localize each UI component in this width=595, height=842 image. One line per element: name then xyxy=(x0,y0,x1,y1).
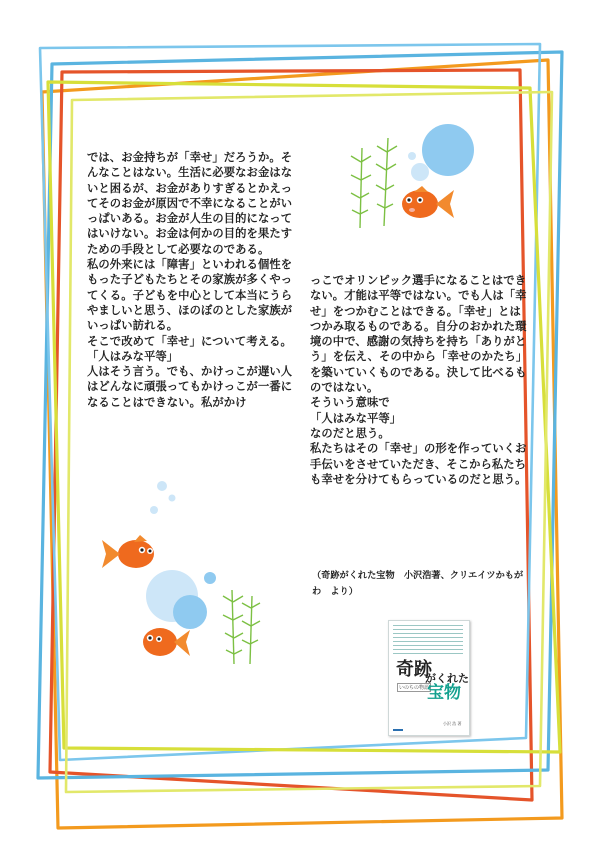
goldfish-icon xyxy=(402,186,454,218)
paragraph: なのだと思う。 xyxy=(310,426,390,440)
top-right-decoration xyxy=(340,118,480,233)
book-title: 奇跡 xyxy=(396,659,432,680)
bubble-tiny xyxy=(204,572,216,584)
bubble-tiny xyxy=(169,495,176,502)
paragraph: 私たちはその「幸せ」の形を作っていくお手伝いをさせていただき、そこから私たちも幸せを分けてもらっているのだと思う。 xyxy=(310,442,527,486)
bubble-small xyxy=(411,163,429,181)
paragraph: 「人はみな平等」 xyxy=(87,349,179,363)
paragraph: 人はそう言う。でも、かけっこが遅い人はどんなに頑張ってもかけっこが一番になることはできない。私がかけ xyxy=(87,365,293,409)
book-cover xyxy=(388,620,470,736)
bubble-large xyxy=(422,124,474,176)
goldfish-icon xyxy=(143,628,190,656)
book-cover-text-lines xyxy=(393,625,463,657)
paragraph: 「人はみな平等」 xyxy=(310,411,402,425)
bubble-tiny xyxy=(408,152,416,160)
goldfish-icon xyxy=(102,535,154,568)
citation: （奇跡がくれた宝物 小沢浩著、クリエイツかもがわ より） xyxy=(312,570,524,597)
publisher-mark xyxy=(393,729,403,731)
bubble-medium xyxy=(173,595,207,629)
water-plant-icon xyxy=(223,590,260,664)
paragraph: そういう意味で xyxy=(310,396,390,410)
bottom-left-decoration xyxy=(100,478,280,668)
bubble-tiny xyxy=(157,481,167,491)
paragraph: では、お金持ちが「幸せ」だろうか。そんなことはない。生活に必要なお金はないと困るが、お金がありすぎるとかえってそのお金が原因で不幸になることがいっぱいある。お金が人生の目的になってはいけない。お金は何かの目的を果たすための手段として必要なのである。 xyxy=(87,151,293,256)
water-plant-icon xyxy=(351,138,397,228)
paragraph: っこでオリンピック選手になることはできない。才能は平等ではない。でも人は「幸せ」をつかむことはできる。「幸せ」とはつかみ取るものである。自分のおかれた環境の中で、感謝の気持ちを持ち「ありがとう」を伝え、その中から「幸せのかたち」を築いていくものである。決して比べるものではない。 xyxy=(310,274,528,395)
bubble-tiny xyxy=(150,506,158,514)
book-title: 宝物 xyxy=(427,683,461,703)
article-left-column xyxy=(87,150,301,410)
paragraph: 私の外来には「障害」といわれる個性をもった子どもたちとその家族が多くやってくる。子どもを中心として本当にうらやましいと思う、ほのぼのとした家族がいっぱい訪れる。 xyxy=(87,258,293,333)
paragraph: そこで改めて「幸せ」について考える。 xyxy=(87,334,292,348)
book-title: がくれた xyxy=(425,672,469,685)
article-right-column xyxy=(310,273,528,487)
book-subtitle: いのちの物語 xyxy=(399,685,430,691)
book-author: 小沢 浩 著 xyxy=(443,721,462,726)
